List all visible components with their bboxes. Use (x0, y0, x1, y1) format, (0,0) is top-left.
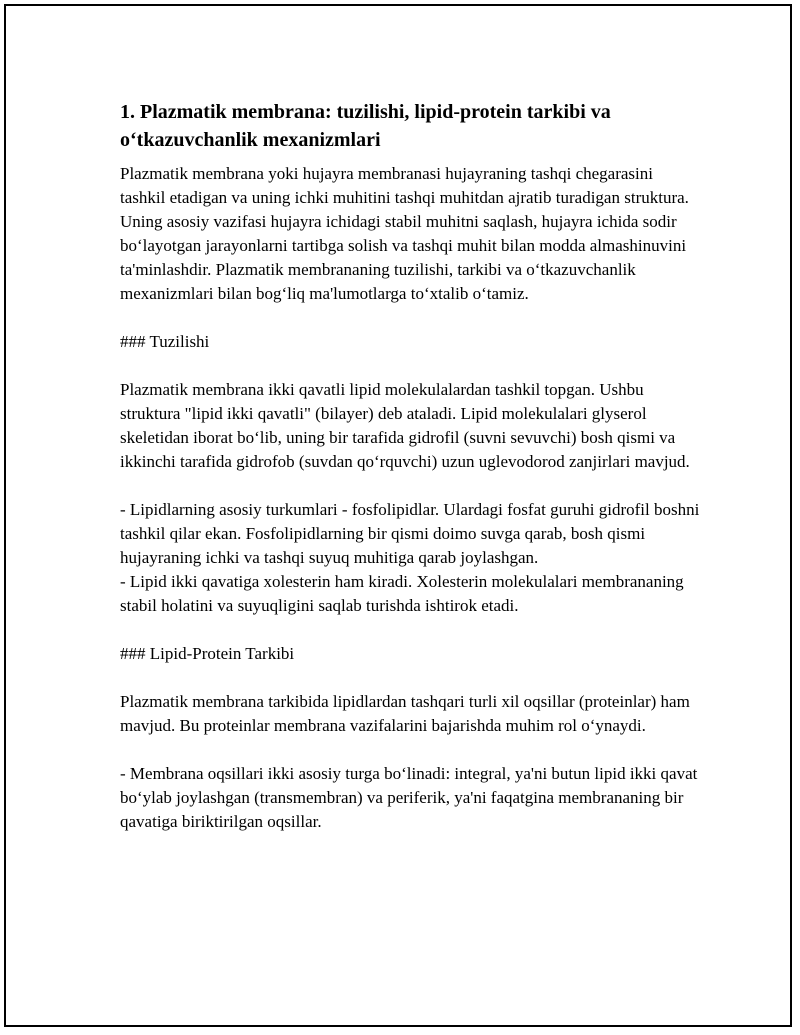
document-body: Plazmatik membrana yoki hujayra membranasi hujayraning tashqi chegarasini tashkil etadigan va uning ichki muhitini tashqi muhitdan ajratib turadigan struktura. Uning asosiy vazifasi hujayra ichidagi stabil muhitni saqlash, hujayra ichida sodir bo‘layotgan jarayonlarni tartibga solish va tashqi muhit bilan modda almashinuvini ta'minlashdir. Plazmatik membrananing tuzilishi, tarkibi va o‘tkazuvchanlik mexanizmlari bilan bog‘liq ma'lumotlarga to‘xtalib o‘tamiz. ### Tuzilishi Plazmatik membrana ikki qavatli lipid molekulalardan tashkil topgan. Ushbu struktura "lipid ikki qavatli" (bilayer) deb ataladi. Lipid molekulalari glyserol skeletidan iborat bo‘lib, uning bir tarafida gidrofil (suvni sevuvchi) bosh qismi va ikkinchi tarafida gidrofob (suvdan qo‘rquvchi) uzun uglevodorod zanjirlari mavjud. - Lipidlarning asosiy turkumlari - fosfolipidlar. Ulardagi fosfat guruhi gidrofil boshni tashkil qilar ekan. Fosfolipidlarning bir qismi doimo suvga qarab, bosh qismi hujayraning ichki va tashqi suyuq muhitiga qarab joylashgan. - Lipid ikki qavatiga xolesterin ham kiradi. Xolesterin molekulalari membrananing stabil holatini va suyuqligini saqlab turishda ishtirok etadi. ### Lipid-Protein Tarkibi Plazmatik membrana tarkibida lipidlardan tashqari turli xil oqsillar (proteinlar) ham mavjud. Bu proteinlar membrana vazifalarini bajarishda muhim rol o‘ynaydi. - Membrana oqsillari ikki asosiy turga bo‘linadi: integral, ya'ni butun lipid ikki qavat bo‘ylab joylashgan (transmembran) va periferik, ya'ni faqatgina membrananing bir qavatiga biriktirilgan oqsillar. (120, 164, 700, 831)
page-frame (4, 4, 792, 1027)
document-title: 1. Plazmatik membrana: tuzilishi, lipid-protein tarkibi va o‘tkazuvchanlik mexanizmlari (120, 101, 611, 151)
document-content (120, 98, 700, 834)
